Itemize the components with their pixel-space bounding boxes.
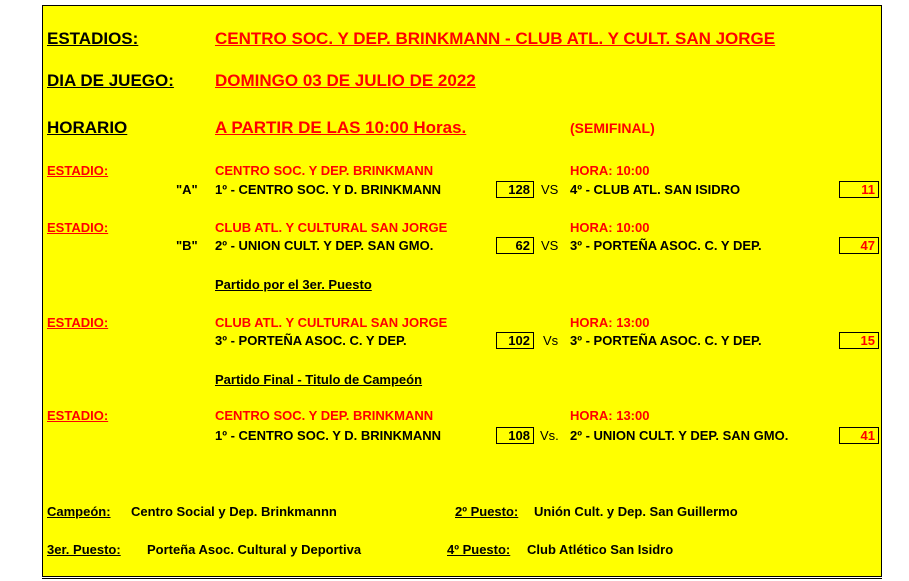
dia-label: DIA DE JUEGO: (47, 71, 174, 90)
group-label: "B" (176, 238, 198, 253)
match-venue: CLUB ATL. Y CULTURAL SAN JORGE (215, 220, 448, 235)
vs-label: VS (541, 182, 559, 197)
tercero-label: 3er. Puesto: (47, 542, 121, 557)
home-team: 1º - CENTRO SOC. Y D. BRINKMANN (215, 182, 442, 197)
dia-value: DOMINGO 03 DE JULIO DE 2022 (215, 71, 476, 90)
section-title-third-place: Partido por el 3er. Puesto (215, 277, 372, 292)
group-label: "A" (176, 182, 198, 197)
cuarto-label: 4º Puesto: (447, 542, 511, 557)
cuarto-value: Club Atlético San Isidro (527, 542, 674, 557)
match-time: HORA: 10:00 (570, 163, 650, 178)
horario-label: HORARIO (47, 118, 128, 137)
match-venue: CLUB ATL. Y CULTURAL SAN JORGE (215, 315, 448, 330)
vs-label: Vs (543, 333, 559, 348)
stage-label: (SEMIFINAL) (570, 120, 655, 136)
estadio-label: ESTADIO: (47, 315, 109, 330)
away-score: 15 (839, 332, 879, 349)
home-score: 62 (496, 237, 534, 254)
away-team: 3º - PORTEÑA ASOC. C. Y DEP. (570, 333, 762, 348)
away-score: 47 (839, 237, 879, 254)
home-score: 128 (496, 181, 534, 198)
campeon-label: Campeón: (47, 504, 111, 519)
vs-label: Vs. (540, 428, 559, 443)
tercero-value: Porteña Asoc. Cultural y Deportiva (147, 542, 362, 557)
home-score: 102 (496, 332, 534, 349)
estadio-label: ESTADIO: (47, 220, 109, 235)
match-time: HORA: 13:00 (570, 315, 650, 330)
away-team: 2º - UNION CULT. Y DEP. SAN GMO. (570, 428, 789, 443)
bottom-border (42, 578, 882, 579)
horario-value: A PARTIR DE LAS 10:00 Horas. (215, 118, 467, 137)
away-score: 11 (839, 181, 879, 198)
match-venue: CENTRO SOC. Y DEP. BRINKMANN (215, 163, 434, 178)
section-title-final: Partido Final - Titulo de Campeón (215, 372, 423, 387)
campeon-value: Centro Social y Dep. Brinkmannn (131, 504, 337, 519)
estadio-label: ESTADIO: (47, 163, 109, 178)
estadio-label: ESTADIO: (47, 408, 109, 423)
away-team: 3º - PORTEÑA ASOC. C. Y DEP. (570, 238, 762, 253)
match-time: HORA: 10:00 (570, 220, 650, 235)
segundo-label: 2º Puesto: (455, 504, 519, 519)
match-venue: CENTRO SOC. Y DEP. BRINKMANN (215, 408, 434, 423)
home-team: 1º - CENTRO SOC. Y D. BRINKMANN (215, 428, 442, 443)
home-team: 3º - PORTEÑA ASOC. C. Y DEP. (215, 333, 407, 348)
away-team: 4º - CLUB ATL. SAN ISIDRO (570, 182, 741, 197)
home-team: 2º - UNION CULT. Y DEP. SAN GMO. (215, 238, 434, 253)
estadios-value: CENTRO SOC. Y DEP. BRINKMANN - CLUB ATL. Y CULT. SAN JORGE (215, 29, 776, 48)
home-score: 108 (496, 427, 534, 444)
segundo-value: Unión Cult. y Dep. San Guillermo (534, 504, 738, 519)
match-time: HORA: 13:00 (570, 408, 650, 423)
vs-label: VS (541, 238, 559, 253)
away-score: 41 (839, 427, 879, 444)
estadios-label: ESTADIOS: (47, 29, 139, 48)
